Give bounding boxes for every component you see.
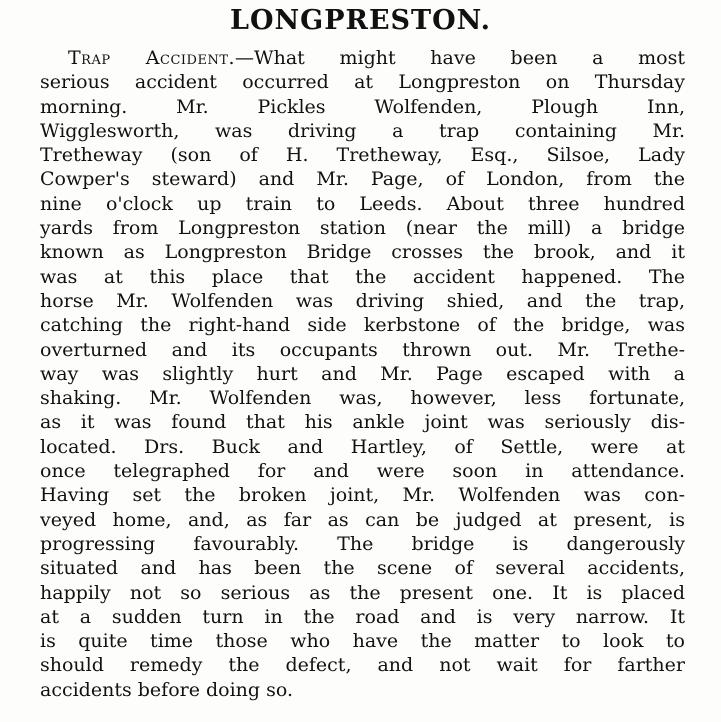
article-line: situated and has been the scene of several accidents, [40, 557, 685, 580]
article-body [40, 46, 685, 702]
article-line: is quite time those who have the matter to look to [40, 630, 685, 653]
article-line: Tretheway (son of H. Tretheway, Esq., Silsoe, Lady [40, 144, 685, 167]
article-line-text: —What might have been a most [235, 47, 685, 69]
article-line: progressing favourably. The bridge is dangerously [40, 532, 685, 555]
article-line [40, 46, 685, 70]
article-line: nine o'clock up train to Leeds. About three hundred [40, 192, 685, 215]
article-line: Cowper's steward) and Mr. Page, of London, from the [40, 168, 685, 191]
article-line: veyed home, and, as far as can be judged at present, is [40, 508, 685, 531]
article-line: catching the right-hand side kerbstone of the bridge, was [40, 314, 685, 337]
article-line: accidents before doing so. [40, 678, 294, 701]
article-line: horse Mr. Wolfenden was driving shied, and the trap, [40, 289, 685, 312]
article-line: yards from Longpreston station (near the mill) a bridge [40, 217, 685, 240]
article-line: was at this place that the accident happened. The [40, 265, 685, 288]
article-line: as it was found that his ankle joint was seriously dis- [40, 411, 685, 434]
article-line: known as Longpreston Bridge crosses the brook, and it [40, 241, 685, 264]
article-line: located. Drs. Buck and Hartley, of Settle, were at [40, 435, 685, 458]
article-line: Having set the broken joint, Mr. Wolfenden was con- [40, 484, 685, 507]
article-line: should remedy the defect, and not wait for farther [40, 654, 685, 677]
article-line: happily not so serious as the present one. It is placed [40, 581, 685, 604]
article-line: way was slightly hurt and Mr. Page escaped with a [40, 362, 685, 385]
article-line: at a sudden turn in the road and is very narrow. It [40, 605, 685, 628]
headline: LONGPRESTON. [229, 5, 492, 36]
article-line: Wigglesworth, was driving a trap containing Mr. [40, 119, 685, 142]
article-line: serious accident occurred at Longpreston on Thursday [40, 71, 685, 94]
article-line: overturned and its occupants thrown out. Mr. Trethe- [40, 338, 685, 361]
lead-in: Trap Accident. [68, 47, 236, 69]
article-line: once telegraphed for and were soon in attendance. [40, 460, 685, 483]
article-line: shaking. Mr. Wolfenden was, however, less fortunate, [40, 387, 685, 410]
article-line: morning. Mr. Pickles Wolfenden, Plough Inn, [40, 95, 685, 118]
